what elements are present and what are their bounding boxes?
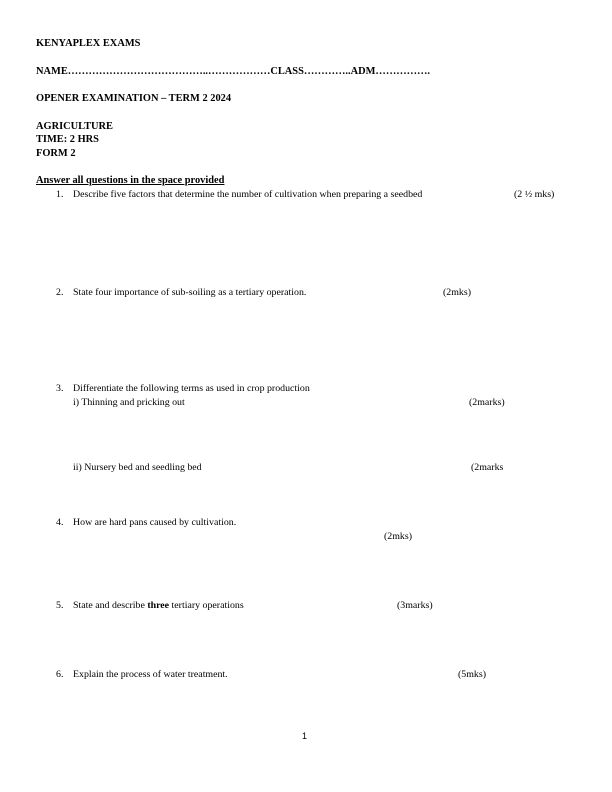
subquestion-marks: (2marks <box>471 462 504 473</box>
question-marks: (2mks) <box>384 531 412 542</box>
question-text: State four importance of sub-soiling as a tertiary operation. <box>73 287 307 298</box>
page-number: 1 <box>302 731 308 741</box>
question-text: Differentiate the following terms as used in crop production <box>73 383 310 394</box>
name-class-adm-line: NAME…………………………………..………………CLASS…………..ADM……………. <box>36 66 430 77</box>
form-level: FORM 2 <box>36 148 76 159</box>
exam-time: TIME: 2 HRS <box>36 134 99 145</box>
question-text: Describe five factors that determine the number of cultivation when preparing a seedbed <box>73 189 423 200</box>
instructions: Answer all questions in the space provided <box>36 175 225 186</box>
subject: AGRICULTURE <box>36 121 113 132</box>
question-number: 1. <box>56 189 64 200</box>
question-number: 2. <box>56 287 64 298</box>
subquestion-marks: (2marks) <box>469 397 505 408</box>
question-marks: (3marks) <box>397 600 433 611</box>
subquestion-text: i) Thinning and pricking out <box>73 397 185 408</box>
emphasis: three <box>147 600 170 611</box>
question-number: 5. <box>56 600 64 611</box>
question-marks: (2 ½ mks) <box>514 189 555 200</box>
question-text: Explain the process of water treatment. <box>73 669 228 680</box>
question-number: 3. <box>56 383 64 394</box>
question-text: State and describe three tertiary operations <box>73 600 244 611</box>
exam-title: OPENER EXAMINATION – TERM 2 2024 <box>36 93 232 104</box>
question-number: 4. <box>56 517 64 528</box>
subquestion-text: ii) Nursery bed and seedling bed <box>73 462 202 473</box>
question-number: 6. <box>56 669 64 680</box>
question-marks: (5mks) <box>458 669 486 680</box>
question-text: How are hard pans caused by cultivation. <box>73 517 237 528</box>
question-marks: (2mks) <box>443 287 471 298</box>
org-name: KENYAPLEX EXAMS <box>36 38 141 49</box>
